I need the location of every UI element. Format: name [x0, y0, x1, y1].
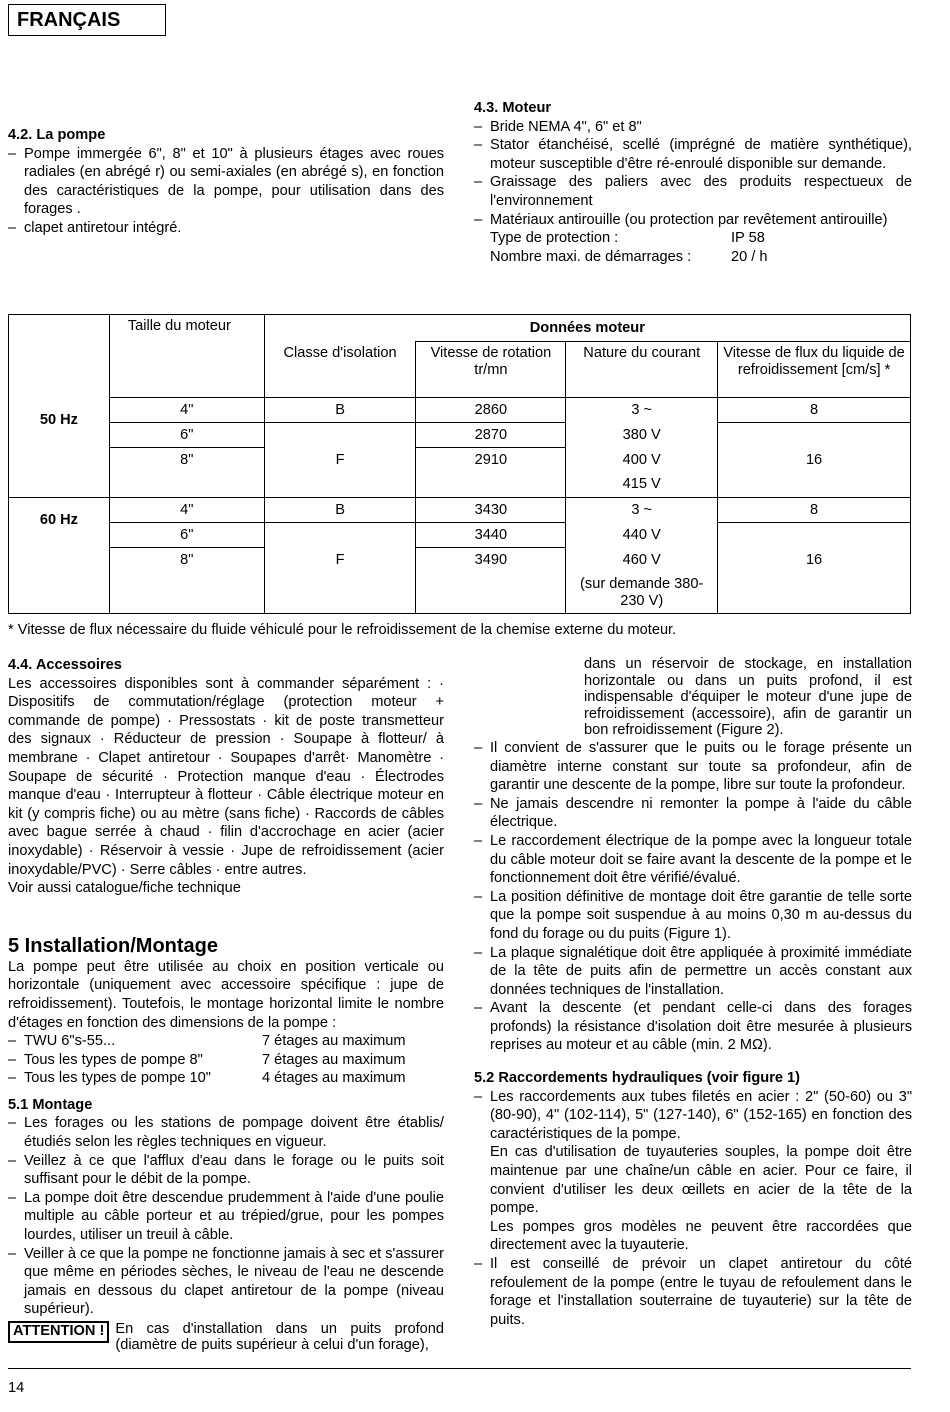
list-item: – Matériaux antirouille (ou protection par revêtement antirouille) [474, 211, 888, 228]
freq-60hz: 60 Hz [9, 498, 110, 614]
table-cell: 3430 [416, 498, 566, 523]
section-title: 5 Installation/Montage [8, 934, 219, 957]
accessories-text: Les accessoires disponibles sont à commander séparément : · Dispositifs de commutation/réglage (protection moteur + commande de pompe) · Pressostats · kit de poste transmetteur des signaux · Réducteur de pression · Soupape à flotteur/ à membrane · Clapet antiretour · Soupapes d'arrêt· Manomètre · Soupape de sécurité · Protection manque d'eau · Électrodes manque d'eau · Interrupteur à flotteur · Câble électrique moteur en kit (y compris fiche) ou au mètre (sans fiche) · Raccords de câbles avec bague serrée à chaud · filin d'accrochage en acier (acier inoxydable) · Réservoir à vessie · Jupe de refroidissement (acier inoxydable/PVC) · Serre câbles · entre autres. [8, 675, 444, 878]
table-cell: 4" [109, 398, 264, 423]
list-item: – La plaque signalétique doit être appliquée à proximité immédiate de la tête de puits afin de permettre un accès constant aux données techniques de l'installation. [474, 944, 912, 998]
paragraph: Les pompes gros modèles ne peuvent être raccordées que directement avec la tuyauterie. [490, 1218, 912, 1254]
list-item: – La pompe doit être descendue prudemment à l'aide d'une poulie multiple au câble porteur et au trépied/grue, pour les pompes lourdes, utiliser un treuil à câble. [8, 1189, 444, 1244]
table-cell: (sur demande 380-230 V) [566, 573, 718, 614]
table-cell: 3490 [416, 548, 566, 573]
list-item: – clapet antiretour intégré. [8, 219, 182, 236]
section-title: 4.4. Accessoires [8, 657, 122, 673]
table-cell: 3 ~ [566, 398, 718, 423]
paragraph: En cas d'utilisation de tuyauteries souples, la pompe doit être maintenue par une chaîne/un câble en acier. Pour ce faire, il convient d'utiliser les deux œillets en acier de la tête de la pompe. [490, 1144, 912, 1217]
section-title: 4.3. Moteur [474, 100, 552, 116]
table-cell: 3 ~ [566, 498, 718, 523]
table-cell: 6" [109, 523, 264, 548]
section-title: 5.2 Raccordements hydrauliques (voir figure 1) [474, 1070, 801, 1087]
table-cell: F [264, 448, 416, 473]
starts-row: Nombre maxi. de démarrages : 20 / h [490, 248, 768, 265]
table-cell: 2910 [416, 448, 566, 473]
header-speed: Vitesse de rotation tr/mn [416, 342, 566, 398]
attention-note: ATTENTION ! En cas d'installation dans un puits profond (diamètre de puits supérieur à celui d'un forage), [8, 1321, 444, 1353]
stages-row: – TWU 6"s-55... 7 étages au maximum [8, 1033, 406, 1050]
section-4-2 [8, 126, 444, 238]
table-cell: 2870 [416, 423, 566, 448]
list-item: – Veillez à ce que l'afflux d'eau dans le forage ou le puits soit suffisant pour le débit de la pompe. [8, 1152, 444, 1188]
list-item: – Le raccordement électrique de la pompe avec la longueur totale du câble moteur doit se faire avant la descente de la pompe et le fonctionnement doit être vérifié/évalué. [474, 832, 912, 887]
footer-rule [8, 1368, 911, 1369]
list-item: – Les forages ou les stations de pompage doivent être établis/étudiés selon les règles techniques en vigueur. [8, 1115, 444, 1151]
table-cell: 400 V [566, 448, 718, 473]
attention-badge: ATTENTION ! [8, 1321, 109, 1343]
table-cell: 8" [109, 548, 264, 573]
right-column [474, 656, 912, 1329]
section-4-3 [474, 99, 912, 266]
table-cell: 3440 [416, 523, 566, 548]
stages-row: – Tous les types de pompe 8" 7 étages au maximum [8, 1051, 406, 1068]
table-cell: 16 [718, 548, 911, 573]
motor-data-table [8, 314, 911, 614]
table-cell: 8" [109, 448, 264, 473]
list-item: – Stator étanchéisé, scellé (imprégné de matière synthétique), moteur susceptible d'être ré-enroulé disponible sur demande. [474, 137, 912, 172]
header-motor-size: Taille du moteur [109, 315, 264, 398]
table-cell: F [264, 548, 416, 573]
table-cell: 440 V [566, 523, 718, 548]
table-cell: 415 V [566, 473, 718, 498]
header-flow: Vitesse de flux du liquide de refroidissement [cm/s] * [718, 342, 911, 398]
protection-row: Type de protection : IP 58 [490, 230, 765, 247]
table-cell: 6" [109, 423, 264, 448]
table-cell: 2860 [416, 398, 566, 423]
list-item: – Avant la descente (et pendant celle-ci dans des forages profonds) la résistance d'isolation doit être mesurée à plusieurs reprises au moteur et au câble (min. 2 MΩ). [474, 1000, 912, 1054]
list-item: – Ne jamais descendre ni remonter la pompe à l'aide du câble électrique. [474, 795, 912, 831]
language-label: FRANÇAIS [8, 4, 166, 36]
stages-row: – Tous les types de pompe 10" 4 étages au maximum [8, 1070, 406, 1087]
table-cell: 8 [718, 498, 911, 523]
see-also: Voir aussi catalogue/fiche technique [8, 880, 241, 897]
table-cell: 4" [109, 498, 264, 523]
table-cell: 460 V [566, 548, 718, 573]
section-title: 4.2. La pompe [8, 127, 106, 143]
header-insulation: Classe d'isolation [264, 342, 416, 398]
list-item: – Il est conseillé de prévoir un clapet antiretour du côté refoulement de la pompe (entre le tuyau de refoulement dans le forage et l'installation souterraine de tuyauterie) sur la tête de puits. [474, 1256, 912, 1328]
list-item: – Graissage des paliers avec des produits respectueux de l'environnement [474, 174, 912, 209]
section-intro: La pompe peut être utilisée au choix en position verticale ou horizontale (uniquement avec accessoire spécifique : jupe de refroidissement). Toutefois, le montage horizontal limite le nombre d'étages en fonction des dimensions de la pompe : [8, 958, 444, 1031]
table-cell: B [264, 498, 416, 523]
list-item: – Bride NEMA 4", 6" et 8" [474, 118, 642, 135]
list-item: – Pompe immergée 6", 8" et 10" à plusieurs étages avec roues radiales (en abrégé r) ou semi-axiales (en abrégé s), en fonction des caractéristiques de la pompe, pour utilisation dans des forages . [8, 145, 444, 218]
list-item: – Il convient de s'assurer que le puits ou le forage présente un diamètre interne constant sur toute sa profondeur, afin de garantir une descente de la pompe, libre sur toute la profondeur. [474, 739, 912, 794]
table-footnote: * Vitesse de flux nécessaire du fluide véhiculé pour le refroidissement de la chemise externe du moteur. [8, 622, 677, 638]
list-item: – Les raccordements aux tubes filetés en acier : 2" (50-60) ou 3" (80-90), 4" (102-114), 5" (127-140), 6" (152-165) en fonction des caractéristiques de la pompe. [474, 1088, 912, 1142]
list-item: – La position définitive de montage doit être garantie de telle sorte que la pompe soit suspendue à au moins 0,30 m au-dessus du fond du forage ou du puits (Figure 1). [474, 888, 912, 942]
table-cell: 8 [718, 398, 911, 423]
table-cell: B [264, 398, 416, 423]
page-number: 14 [8, 1380, 25, 1396]
left-column [8, 656, 444, 1353]
list-item: – Veiller à ce que la pompe ne fonctionne jamais à sec et s'assurer que même en périodes sèches, le niveau de l'eau ne descende jamais en dessous du clapet antiretour de la pompe (niveau supérieur). [8, 1245, 444, 1318]
section-title: 5.1 Montage [8, 1096, 93, 1113]
header-motor-data: Données moteur [264, 315, 910, 342]
attention-continued: dans un réservoir de stockage, en installation horizontale ou dans un puits profond, il est indispensable d'équiper le moteur d'une jupe de refroidissement (accessoire), afin de garantir un bon refroidissement (Figure 2). [584, 656, 912, 739]
freq-50hz: 50 Hz [9, 398, 110, 498]
table-cell: 380 V [566, 423, 718, 448]
table-cell: 16 [718, 448, 911, 473]
header-current: Nature du courant [566, 342, 718, 398]
